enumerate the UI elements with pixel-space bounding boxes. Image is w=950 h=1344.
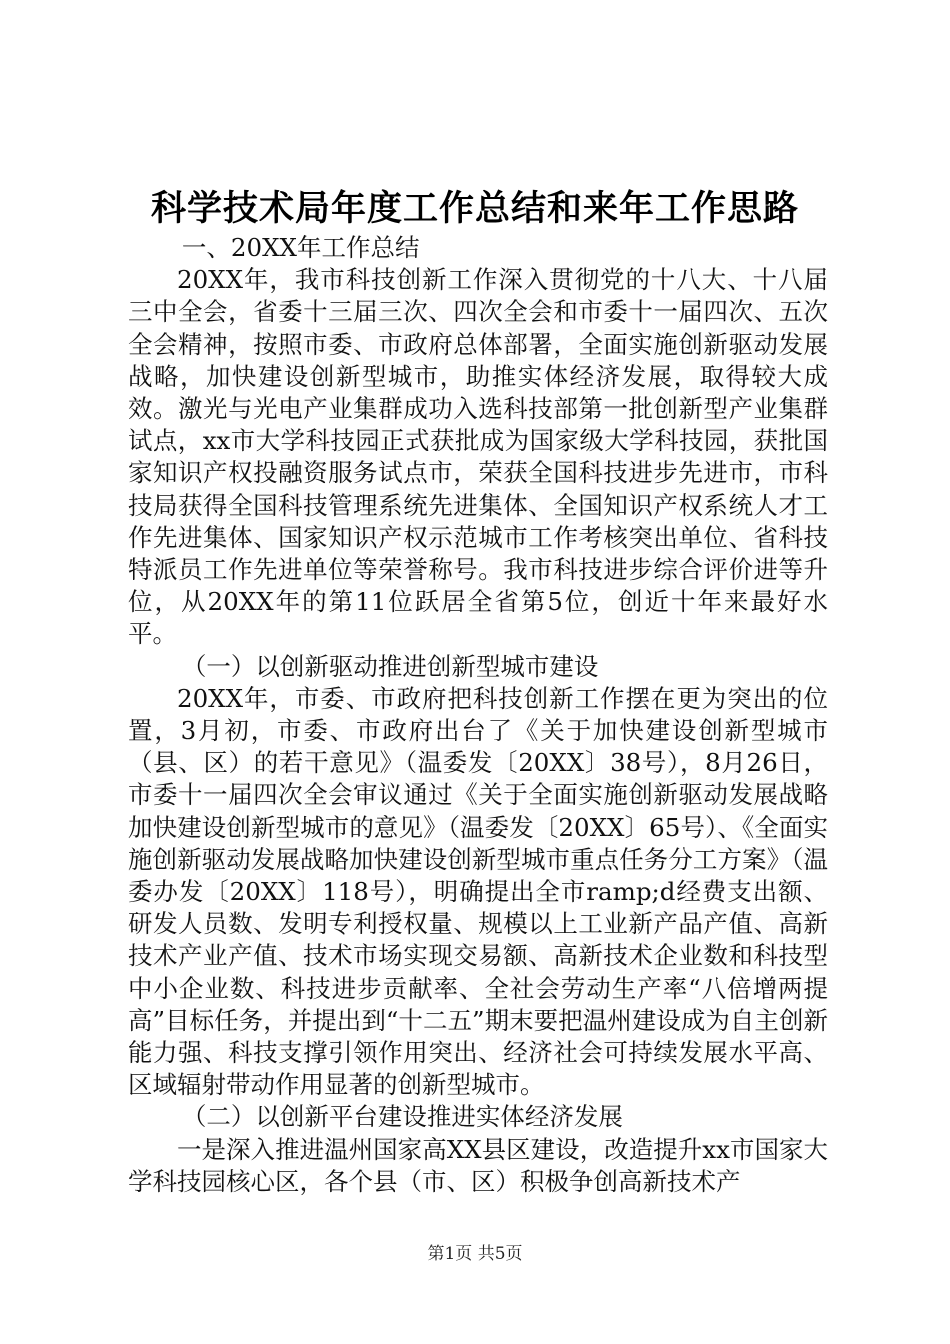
section-heading: （二）以创新平台建设推进实体经济发展 (181, 1102, 623, 1132)
section-heading: （一）以创新驱动推进创新型城市建设 (181, 651, 599, 681)
page-indicator: 第1页 共5页 (427, 1244, 523, 1264)
body-paragraph: 20XX年，我市科技创新工作深入贯彻党的十八大、十八届三中全会，省委十三届三次、四次全会和市委十一届四次、五次全会精神，按照市委、市政府总体部署，全面实施创新驱动发展战略，加快建设创新型城市，助推实体经济发展，取得较大成效。激光与光电产业集群成功入选科技部第一批创新型产业集群试点，xx市大学科技园正式获批成为国家级大学科技园，获批国家知识产权投融资服务试点市，荣获全国科技进步先进市，市科技局获得全国科技管理系统先进集体、全国知识产权系统人才工作先进集体、国家知识产权示范城市工作考核突出单位、省科技特派员工作先进单位等荣誉称号。我市科技进步综合评价进等升位，从20XX年的第11位跃居全省第5位，创近十年来最好水平。 (128, 265, 828, 649)
body-paragraph: 20XX年，市委、市政府把科技创新工作摆在更为突出的位置，3月初，市委、市政府出台了《关于加快建设创新型城市（县、区）的若干意见》（温委发〔20XX〕38号），8月26日，市委十一届四次全会审议通过《关于全面实施创新驱动发展战略加快建设创新型城市的意见》（温委发〔20XX〕65号）、《全面实施创新驱动发展战略加快建设创新型城市重点任务分工方案》（温委办发〔20XX〕118号），明确提出全市ramp;d经费支出额、研发人员数、发明专利授权量、规模以上工业新产品产值、高新技术产业产值、技术市场实现交易额、高新技术企业数和科技型中小企业数、科技进步贡献率、全社会劳动生产率“八倍增两提高”目标任务，并提出到“十二五”期末要把温州建设成为自主创新能力强、科技支撑引领作用突出、经济社会可持续发展水平高、区域辐射带动作用显著的创新型城市。 (128, 683, 828, 1100)
page-footer (0, 1242, 950, 1266)
document-body (128, 232, 828, 1198)
section-heading: 一、20XX年工作总结 (181, 233, 420, 262)
document-title: 科学技术局年度工作总结和来年工作思路 (150, 189, 799, 229)
body-paragraph: 一是深入推进温州国家高XX县区建设，改造提升xx市国家大学科技园核心区，各个县（市、区）积极争创高新技术产 (128, 1134, 828, 1196)
